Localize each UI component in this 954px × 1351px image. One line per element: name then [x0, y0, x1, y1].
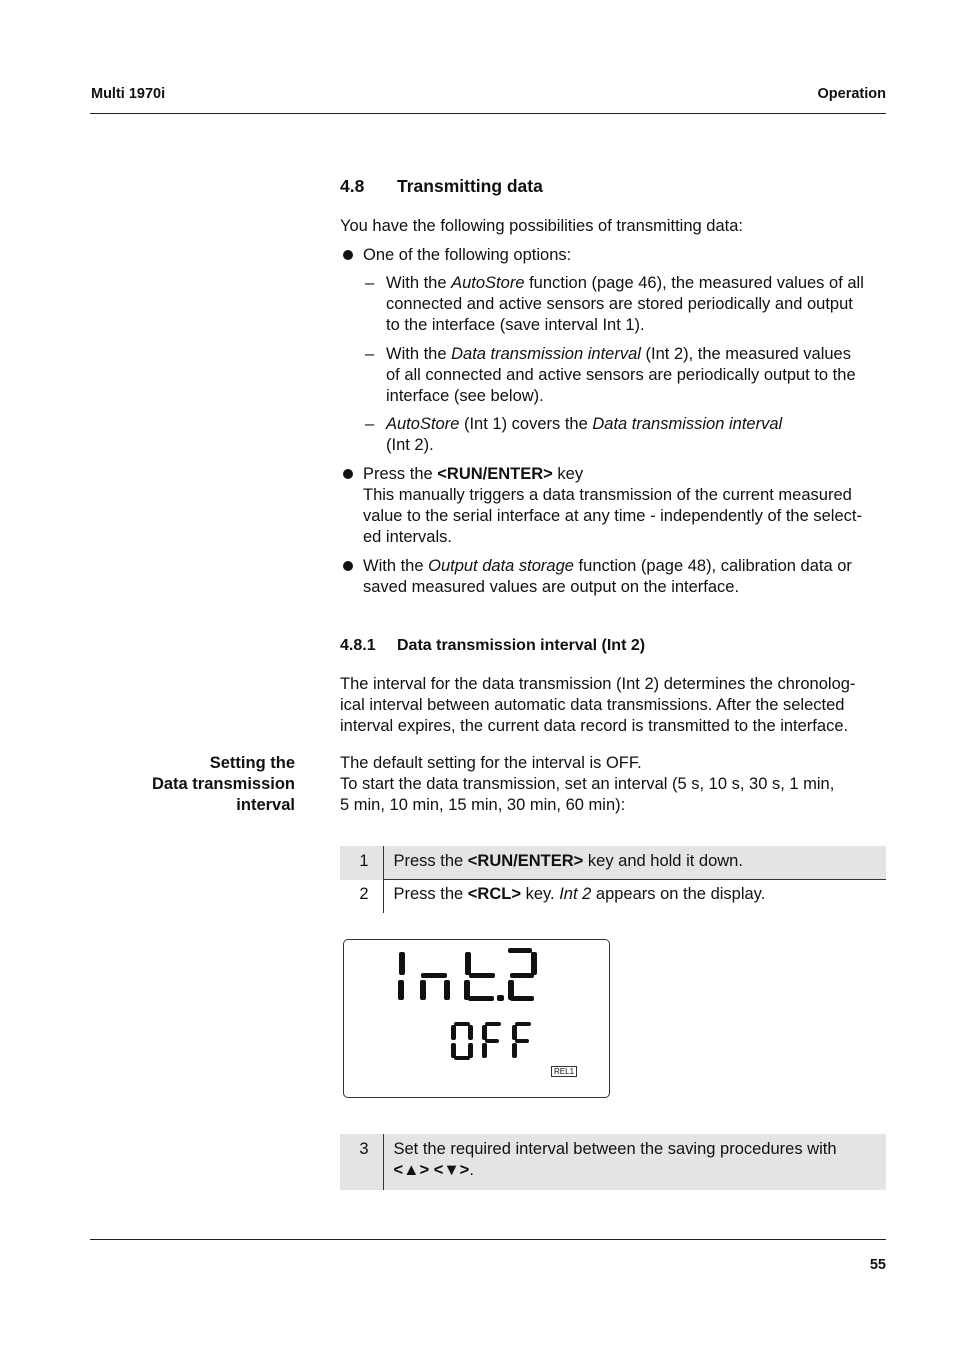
rel1-indicator: REL1 — [551, 1066, 577, 1077]
step-text: Set the required interval between the saving procedures with <▲> <▼>. — [393, 1140, 837, 1179]
table-row — [340, 880, 886, 914]
bullet3-text: With the Output data storage function (page 48), calibration data or saved measured values are output on the interface. — [363, 557, 852, 596]
subsection-heading — [340, 637, 645, 655]
step-number: 2 — [340, 880, 383, 914]
intro-text: You have the following possibilities of transmitting data: — [340, 217, 743, 235]
header-chapter: Operation — [817, 86, 886, 102]
subsection-title: Data transmission interval (Int 2) — [397, 637, 646, 654]
dash1-text: With the AutoStore function (page 46), the measured values of all connected and active sensors are stored periodically and output to the interface (save interval Int 1). — [386, 274, 864, 334]
interval-paragraph: The interval for the data transmission (Int 2) determines the chronolog- ical interval between automatic data transmissions. After the selected interval expires, the current data record is transmitted to the interface. — [340, 675, 856, 735]
header-rule — [90, 113, 886, 114]
subsection-number: 4.8.1 — [340, 637, 376, 654]
section-title: Transmitting data — [397, 176, 543, 196]
section-heading — [340, 176, 543, 197]
page-number: 55 — [869, 1257, 886, 1273]
bullet1-text: One of the following options: — [363, 246, 572, 264]
dash-marker: – — [365, 345, 375, 363]
footer-rule — [90, 1239, 886, 1240]
dash-marker: – — [365, 415, 375, 433]
step-number: 3 — [340, 1134, 383, 1190]
step-text: Press the <RUN/ENTER> key and hold it down. — [383, 846, 886, 880]
step-text: Press the <RCL> key. Int 2 appears on the display. — [393, 885, 766, 903]
bullet2-text: Press the <RUN/ENTER> key This manually triggers a data transmission of the current measured value to the serial interface at any time - independently of the select- ed intervals. — [363, 465, 862, 546]
default-paragraph: The default setting for the interval is OFF. To start the data transmission, set an interval (5 s, 10 s, 30 s, 1 min, 5 min, 10 min, 15 min, 30 min, 60 min): — [340, 754, 835, 814]
bullet-dot — [343, 250, 353, 260]
dash2-text: With the Data transmission interval (Int 2), the measured values of all connected and active sensors are periodically output to the interface (see below). — [386, 345, 856, 405]
table-row — [340, 846, 886, 880]
bullet-dot — [343, 561, 353, 571]
lcd-display — [343, 939, 610, 1098]
steps-table — [340, 846, 886, 913]
side-heading: Setting the Data transmission interval — [151, 754, 295, 814]
header-product: Multi 1970i — [91, 86, 166, 102]
table-row — [340, 1134, 886, 1190]
dash3-text: AutoStore (Int 1) covers the Data transmission interval (Int 2). — [386, 415, 783, 454]
step-number: 1 — [340, 846, 383, 880]
dash-marker: – — [365, 274, 375, 292]
steps-table-continued — [340, 1134, 886, 1190]
section-number: 4.8 — [340, 176, 365, 196]
bullet-dot — [343, 469, 353, 479]
